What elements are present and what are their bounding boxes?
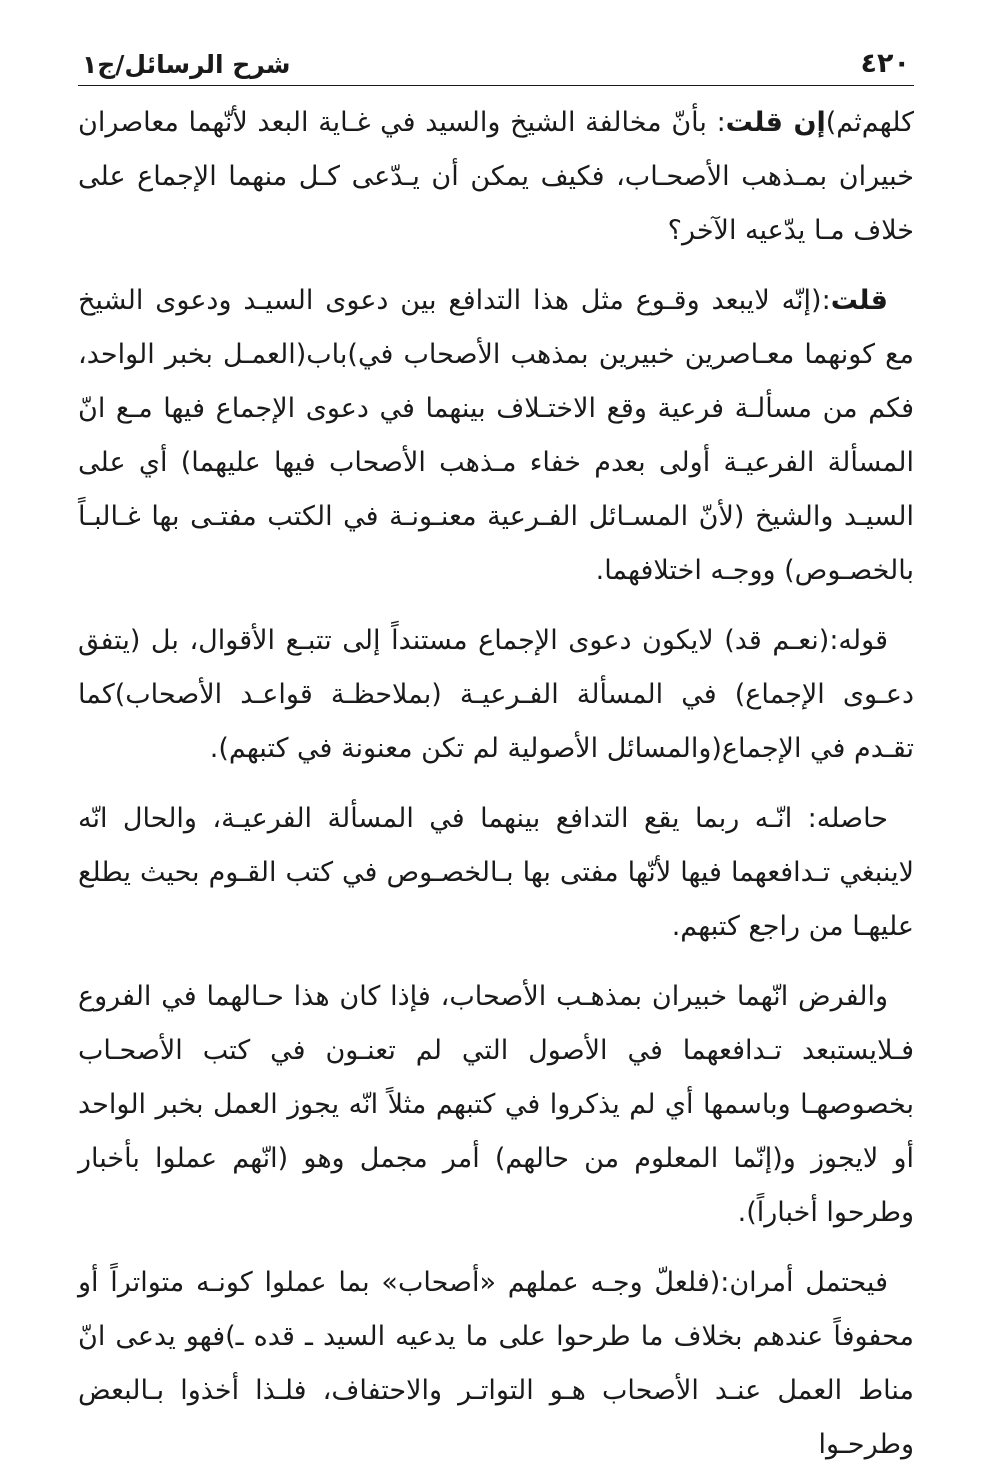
- paragraph-summary: [78, 792, 914, 954]
- page-number: ٤٢٠: [860, 48, 910, 79]
- page-body: [78, 86, 914, 1472]
- paragraph-objection: [78, 96, 914, 258]
- paragraph-lead: قلت: [830, 285, 888, 316]
- paragraph-text: :(إنّه لايبعد وقـوع مثل هذا التدافع بين دعوى السيـد ودعوى الشيخ مع كونهما معـاصرين خبيرين بمذهب الأصحاب في)باب(العمـل بخبر الواحد، فكم من مسألـة فرعية وقع الاختـلاف بينهما في دعوى الإجماع فيها مـع انّ المسألة الفرعيـة أولى بعدم خفاء مـذهب الأصحاب فيها عليهما) أي على السيـد والشيخ (لأنّ المسـائل الفـرعية معنـونـة في الكتب مفتـى بها غـالبـاً بالخصـوص) ووجـه اختلافهما.: [78, 285, 914, 586]
- paragraph-assumption: [78, 970, 914, 1240]
- paragraph-quote: [78, 614, 914, 776]
- paragraph-lead: إن قلت: [725, 107, 826, 138]
- running-title: شرح الرسائل/ج١: [82, 50, 291, 79]
- paragraph-possibilities: [78, 1256, 914, 1472]
- document-page: [78, 40, 914, 1460]
- paragraph-text: قوله:(نعـم قد) لايكون دعوى الإجماع مستنداً إلى تتبـع الأقوال، بل (يتفق دعـوى الإجماع) في المسألة الفـرعيـة (بملاحظـة قواعـد الأصحاب)كما تقـدم في الإجماع(والمسائل الأصولية لم تكن معنونة في كتبهم).: [78, 625, 914, 764]
- paragraph-reply: [78, 274, 914, 598]
- paragraph-text: حاصله: انّـه ربما يقع التدافع بينهما في المسألة الفرعيـة، والحال انّه لاينبغي تـدافعهما فيها لأنّها مفتى بها بـالخصـوص في كتب القـوم بحيث يطلع عليهـا من راجع كتبهم.: [78, 803, 914, 942]
- paragraph-text: : بأنّ مخالفة الشيخ والسيد في غـاية البعد لأنّهما معاصران خبيران بمـذهب الأصحـاب، فكيف يمكن أن يـدّعى كـل منهما الإجماع على خلاف مـا يدّعيه الآخر؟: [78, 107, 914, 246]
- paragraph-text: فيحتمل أمران:(فلعلّ وجـه عملهم «أصحاب» بما عملوا كونـه متواتراً أو محفوفاً عندهم بخلاف ما طرحوا على ما يدعيه السيد ـ قده ـ)فهو يدعى انّ مناط العمل عنـد الأصحاب هـو التواتـر والاحتفاف، فلـذا أخذوا بـالبعض وطرحـوا: [78, 1267, 914, 1460]
- page-header: [78, 40, 914, 86]
- paragraph-text: والفرض انّهما خبيران بمذهـب الأصحاب، فإذا كان هذا حـالهما في الفروع فـلايستبعد تـدافعهما في الأصول التي لم تعنـون في كتب الأصحـاب بخصوصهـا وباسمها أي لم يذكروا في كتبهم مثلاً انّه يجوز العمل بخبر الواحد أو لايجوز و(إنّما المعلوم من حالهم) أمر مجمل وهو (انّهم عملوا بأخبار وطرحوا أخباراً).: [78, 981, 914, 1228]
- paragraph-prefix: كلهم‌ثم): [825, 107, 914, 138]
